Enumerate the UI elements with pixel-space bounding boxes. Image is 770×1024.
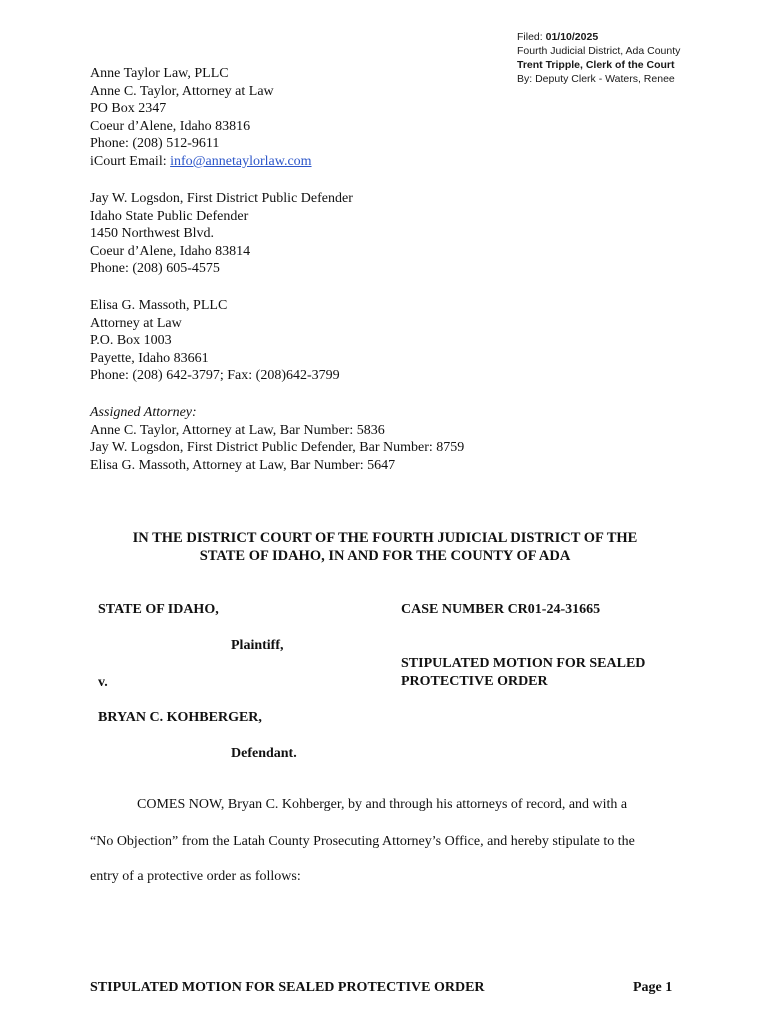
court-heading <box>0 529 770 565</box>
document-title-line2: PROTECTIVE ORDER <box>401 674 548 689</box>
filed-line <box>517 30 680 44</box>
office-name: Idaho State Public Defender <box>90 208 249 224</box>
firm-name: Elisa G. Massoth, PLLC <box>90 298 228 313</box>
address-line: P.O. Box 1003 <box>90 333 172 349</box>
body-line-2: “No Objection” from the Latah County Prosecuting Attorney’s Office, and hereby stipulate to the <box>90 834 635 849</box>
defendant-name: BRYAN C. KOHBERGER, <box>98 710 262 725</box>
plaintiff-role: Plaintiff, <box>231 638 284 653</box>
footer-title: STIPULATED MOTION FOR SEALED PROTECTIVE ORDER <box>90 980 485 995</box>
phone-line: Phone: (208) 512-9611 <box>90 136 220 152</box>
phone-line: Phone: (208) 605-4575 <box>90 261 220 277</box>
defendant-role: Defendant. <box>231 746 297 761</box>
firm-name: Anne Taylor Law, PLLC <box>90 66 229 81</box>
page-number: Page 1 <box>633 980 673 995</box>
city-line: Payette, Idaho 83661 <box>90 350 209 366</box>
attorney-title: Attorney at Law <box>90 315 182 331</box>
attorney-name: Jay W. Logsdon, First District Public Defender <box>90 191 353 206</box>
case-number: CASE NUMBER CR01-24-31665 <box>401 602 601 617</box>
address-line: PO Box 2347 <box>90 101 167 117</box>
stamp-deputy: By: Deputy Clerk - Waters, Renee <box>517 73 675 85</box>
filed-label: Filed: <box>517 31 543 43</box>
attorney-block-logsdon <box>90 190 353 278</box>
email-label: iCourt Email: <box>90 153 171 169</box>
body-line-3: entry of a protective order as follows: <box>90 869 301 884</box>
assigned-attorney-line: Anne C. Taylor, Attorney at Law, Bar Number: 5836 <box>90 422 385 438</box>
address-line: 1450 Northwest Blvd. <box>90 226 215 242</box>
city-line: Coeur d’Alene, Idaho 83816 <box>90 118 251 134</box>
assigned-attorney-line: Elisa G. Massoth, Attorney at Law, Bar Number: 5647 <box>90 457 396 473</box>
stamp-district: Fourth Judicial District, Ada County <box>517 45 681 57</box>
plaintiff-name: STATE OF IDAHO, <box>98 602 219 617</box>
filing-stamp <box>517 30 680 86</box>
attorney-block-taylor <box>90 65 312 171</box>
document-title <box>401 655 645 691</box>
email-link[interactable]: info@annetaylorlaw.com <box>170 153 312 169</box>
assigned-label: Assigned Attorney: <box>90 405 197 420</box>
attorney-name: Anne C. Taylor, Attorney at Law <box>90 83 274 99</box>
phone-fax-line: Phone: (208) 642-3797; Fax: (208)642-3799 <box>90 368 340 384</box>
email-line <box>90 153 312 171</box>
stamp-clerk: Trent Tripple, Clerk of the Court <box>517 59 675 71</box>
attorney-block-massoth <box>90 297 340 385</box>
court-heading-line1: IN THE DISTRICT COURT OF THE FOURTH JUDICIAL DISTRICT OF THE <box>132 530 638 546</box>
city-line: Coeur d’Alene, Idaho 83814 <box>90 243 251 259</box>
court-heading-line2: STATE OF IDAHO, IN AND FOR THE COUNTY OF ADA <box>199 548 571 564</box>
assigned-attorney-line: Jay W. Logsdon, First District Public Defender, Bar Number: 8759 <box>90 440 465 456</box>
versus-label: v. <box>98 675 108 690</box>
filed-date: 01/10/2025 <box>545 31 599 43</box>
assigned-attorneys <box>90 404 464 474</box>
document-title-line1: STIPULATED MOTION FOR SEALED <box>401 656 646 671</box>
body-line-1: COMES NOW, Bryan C. Kohberger, by and through his attorneys of record, and with a <box>137 797 628 812</box>
